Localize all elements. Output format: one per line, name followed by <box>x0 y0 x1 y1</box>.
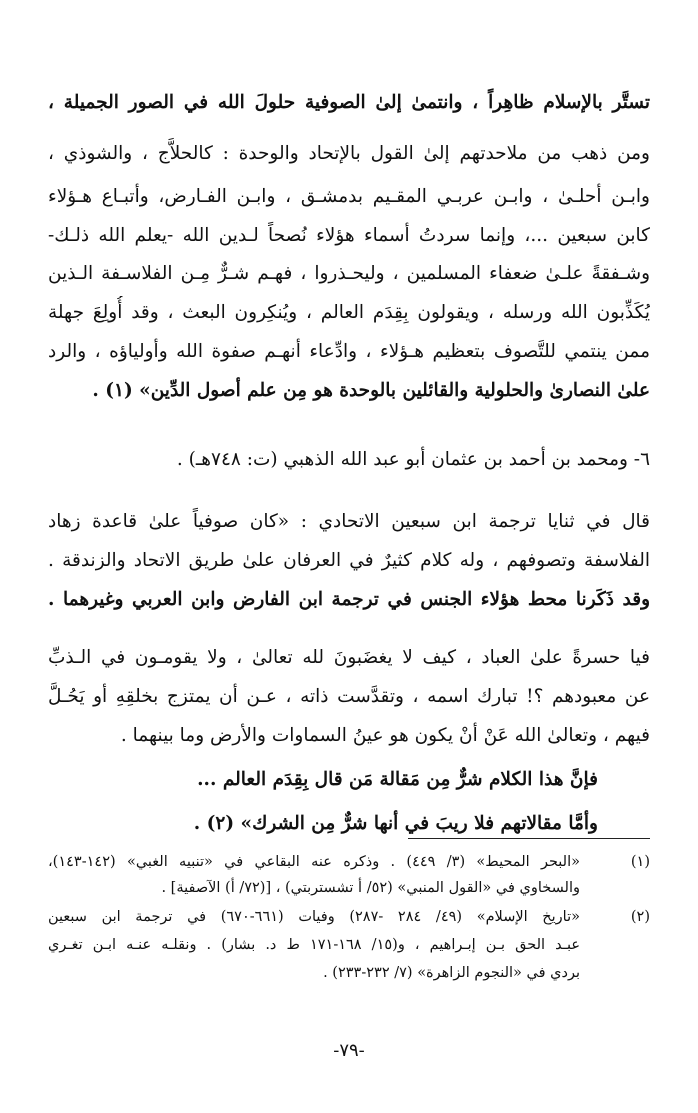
footnote-2 <box>48 905 650 929</box>
body-line: تستَّر بالإسلام ظاهِراً ، وانتمىٰ إلىٰ الصوفية حلولَ الله في الصور الجميلة ، <box>48 92 650 113</box>
body-line: فيهم ، وتعالىٰ الله عَنْ أنْ يكون هو عينُ السماوات والأرض وما بينهما . <box>120 725 650 746</box>
quote-line: وأمَّا مقالاتهم فلا ريبَ في أنها شرٌّ مِن الشرك» (٢) . <box>193 813 598 834</box>
body-line: وابـن أحلـىٰ ، وابـن عربـي المقـيم بدمشـق ، وابـن الفـارض، وأتبـاع هـؤلاء <box>48 186 650 207</box>
body-line: ومن ذهب من ملاحدتهم إلىٰ القول بالإتحاد والوحدة : كالحلاَّج ، والشوذي ، <box>48 143 650 164</box>
footnote-number: (٢) <box>630 909 650 925</box>
footnote-text: «تاريخ الإسلام» (٤٩/ ٢٨٤ -٢٨٧) وفيات (٦٦١-٦٧٠) في ترجمة ابن سبعين <box>48 909 580 925</box>
footnote-text: عبـد الحق بـن إبـراهيم ، و(١٥/ ١٦٨-١٧١ ط د. بشار) . ونقلـه عنـه ابـن تغـري <box>48 937 580 953</box>
body-line: قال في ثنايا ترجمة ابن سبعين الاتحادي : «كان صوفياً علىٰ قاعدة زهاد <box>48 511 650 532</box>
body-line: علىٰ النصارىٰ والحلولية والقائلين بالوحدة هو مِن علم أصول الدِّين» (١) . <box>92 380 650 401</box>
footnote-2-cont <box>48 961 650 985</box>
body-line: ممن ينتمي للتَّصوف بتعظيم هـؤلاء ، وادِّعاء أنهـم صفوة الله وأولياؤه ، والرد <box>48 341 650 362</box>
body-line: الفلاسفة وتصوفهم ، وله كلام كثيرٌ في العرفان علىٰ طريق الاتحاد والزندقة . <box>48 550 650 571</box>
body-line: عن معبودهم ؟! تبارك اسمه ، وتقدَّست ذاته ، عـن أن يمتزج بخلقِهِ أو يَحُـلَّ <box>48 686 650 707</box>
footnote-separator <box>408 838 650 839</box>
footnote-text: والسخاوي في «القول المنبي» (٥٢/ أ تشستربتي) ، [(٧٢/ أ) الآصفية] . <box>161 880 580 896</box>
footnote-2-cont <box>48 933 650 957</box>
body-line: فيا حسرةً علىٰ العباد ، كيف لا يغضَبونَ لله تعالىٰ ، ولا يقومـون في الـذبِّ <box>48 647 650 668</box>
page-number: -٧٩- <box>333 1040 365 1061</box>
body-line: كابن سبعين ...، وإنما سردتُ أسماء هؤلاء نُصحاً لـدين الله -يعلم الله ذلـك- <box>48 225 650 246</box>
quote-line: فإنَّ هذا الكلام شرٌّ مِن مَقالة مَن قال بِقِدَم العالم ... <box>197 769 598 790</box>
body-line: يُكَذِّبون الله ورسله ، ويقولون بِقِدَم العالم ، ويُنكِرون البعث ، وقد أُولِعَ جهلة <box>48 302 650 323</box>
body-line: وشـفقةً علـىٰ ضعفاء المسلمين ، وليحـذروا ، فهـم شـرٌّ مِـن الفلاسـفة الـذين <box>48 263 650 284</box>
footnote-number: (١) <box>630 854 650 870</box>
footnote-1 <box>48 850 650 874</box>
footnote-1-cont <box>48 876 650 900</box>
body-line: وقد ذَكَرنا محط هؤلاء الجنس في ترجمة ابن الفارض وابن العربي وغيرهما . <box>48 589 650 610</box>
citation-heading: ٦- ومحمد بن أحمد بن عثمان أبو عبد الله الذهبي (ت: ٧٤٨هـ) . <box>176 449 650 470</box>
footnote-text: «البحر المحيط» (٣/ ٤٤٩) . وذكره عنه البقاعي في «تنبيه الغبي» (١٤٢-١٤٣)، <box>48 854 580 870</box>
footnote-text: بردي في «النجوم الزاهرة» (٧/ ٢٣٢-٢٣٣) . <box>323 965 580 981</box>
